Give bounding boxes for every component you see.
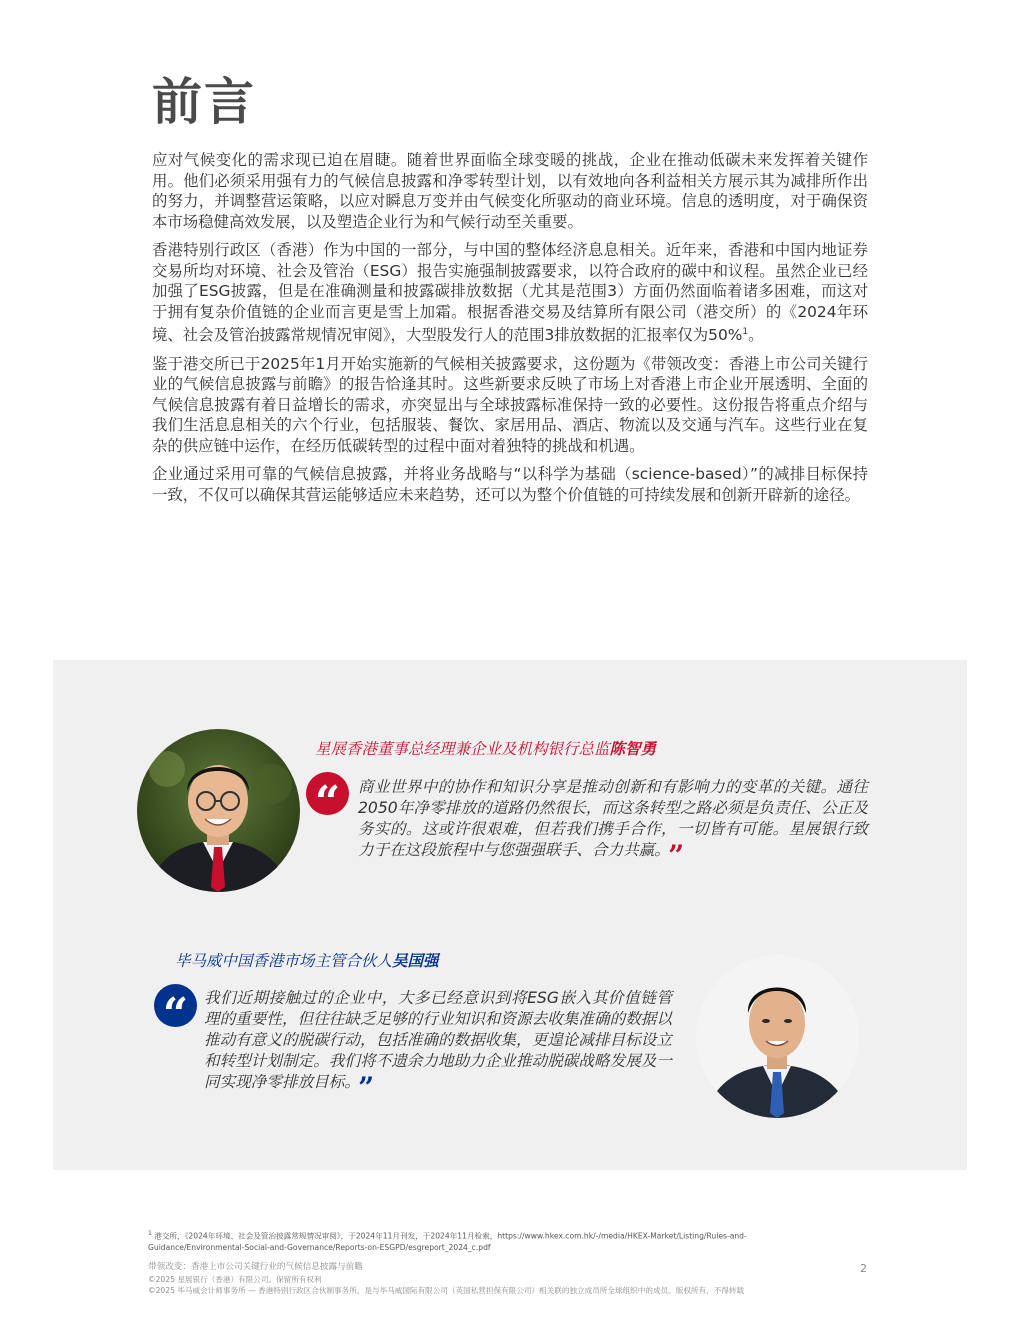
quote-2-role: 毕马威中国香港市场主管合伙人 xyxy=(175,952,393,970)
quote-2-body: 我们近期接触过的企业中，大多已经意识到将ESG嵌入其价值链管理的重要性，但往往缺乏足够的行业知识和资源去收集准确的数据以推动有意义的脱碳行动，包括准确的数据收集，更遑论减排目标设立和转型计划制定。我们将不遗余力地助力企业推动脱碳战略发展及一同实现净零排放目标。 xyxy=(204,989,672,1091)
paragraph-2-text: 香港特别行政区（香港）作为中国的一部分，与中国的整体经济息息相关。近年来，香港和中国内地证券交易所均对环境、社会及管治（ESG）报告实施强制披露要求，以符合政府的碳中和议程。虽然企业已经加强了ESG披露，但是在准确测量和披露碳排放数据（尤其是范围3）方面仍然面临着诸多困难，而这对于拥有复杂价值链的企业而言更是雪上加霜。根据香港交易及结算所有限公司（港交所）的《2024年环境、社会及管治披露常规情况审阅》，大型股发行人的范围3排放数据的汇报率仅为50% xyxy=(152,241,868,345)
footer-copyright-kpmg: ©2025 毕马威会计师事务所 — 香港特别行政区合伙制事务所，是与毕马威国际有限公司（英国私营担保有限公司）相关联的独立成员所全球组织中的成员。版权所有，不得转载 xyxy=(148,1286,745,1295)
quote-1-text xyxy=(358,777,868,872)
footnote-number: 1 xyxy=(148,1230,152,1237)
footer-copyright-dbs: ©2025 星展银行（香港）有限公司。保留所有权利 xyxy=(148,1275,322,1284)
quote-1-body: 商业世界中的协作和知识分享是推动创新和有影响力的变革的关键。通往2050年净零排放的道路仍然很长，而这条转型之路必须是负责任、公正及务实的。这或许很艰难，但若我们携手合作，一切皆有可能。星展银行致力于在这段旅程中与您强强联手、合力共赢。 xyxy=(358,778,868,859)
paragraph-2-end: 。 xyxy=(748,326,764,345)
partner-portrait-photo xyxy=(696,955,859,1118)
footnote xyxy=(148,1228,838,1253)
footnote-text[interactable]: 港交所，《2024年环境、社会及管治披露常规情况审阅》，于2024年11月刊发，于2024年11月检索，https://www.hkex.com.hk/-/media/HKEX-Market/Listing/Rules-and-Guidance/Environmental-Social-and-Governance/Reports-on-ESGPD/esgreport_2024_c.pdf xyxy=(148,1231,747,1252)
close-quote-icon: ” xyxy=(668,839,685,872)
quote-2-attribution xyxy=(175,949,439,971)
paragraph-2 xyxy=(152,240,868,346)
footer-report-title: 带领改变：香港上市公司关键行业的气候信息披露与前瞻 xyxy=(148,1262,363,1272)
paragraph-1: 应对气候变化的需求现已迫在眉睫。随着世界面临全球变暖的挑战，企业在推动低碳未来发挥着关键作用。他们必须采用强有力的气候信息披露和净零转型计划，以有效地向各利益相关方展示其为减排所作出的努力，并调整营运策略，以应对瞬息万变并由气候变化所驱动的商业环境。信息的透明度，对于确保资本市场稳健高效发展，以及塑造企业行为和气候行动至关重要。 xyxy=(152,151,868,231)
close-quote-icon: ” xyxy=(358,1071,375,1104)
intro-text xyxy=(152,150,868,513)
quote-2-text xyxy=(204,988,672,1104)
page-footer xyxy=(148,1262,868,1296)
executive-portrait-photo xyxy=(137,729,300,892)
paragraph-3: 鉴于港交所已于2025年1月开始实施新的气候相关披露要求，这份题为《带领改变：香港上市公司关键行业的气候信息披露与前瞻》的报告恰逢其时。这些新要求反映了市场上对香港上市企业开展透明、全面的气候信息披露有着日益增长的需求，亦突显出与全球披露标准保持一致的必要性。这份报告将重点介绍与我们生活息息相关的六个行业，包括服装、餐饮、家居用品、酒店、物流以及交通与汽车。这些行业在复杂的供应链中运作，在经历低碳转型的过程中面对着独特的挑战和机遇。 xyxy=(152,354,868,455)
quote-2-name: 吴国强 xyxy=(392,952,439,970)
open-quote-icon: “ xyxy=(306,772,349,815)
quote-1-role: 星展香港董事总经理兼企业及机构银行总监 xyxy=(315,740,610,758)
quote-1-attribution xyxy=(315,737,656,759)
quote-1-name: 陈智勇 xyxy=(609,740,657,758)
page-title: 前言 xyxy=(152,73,256,131)
open-quote-icon: “ xyxy=(154,984,197,1027)
paragraph-4: 企业通过采用可靠的气候信息披露，并将业务战略与“以科学为基础（science-based）”的减排目标保持一致，不仅可以确保其营运能够适应未来趋势，还可以为整个价值链的可持续发展和创新开辟新的途径。 xyxy=(152,465,868,504)
page-number: 2 xyxy=(860,1262,867,1275)
footnote-reference[interactable]: 1 xyxy=(742,327,749,337)
